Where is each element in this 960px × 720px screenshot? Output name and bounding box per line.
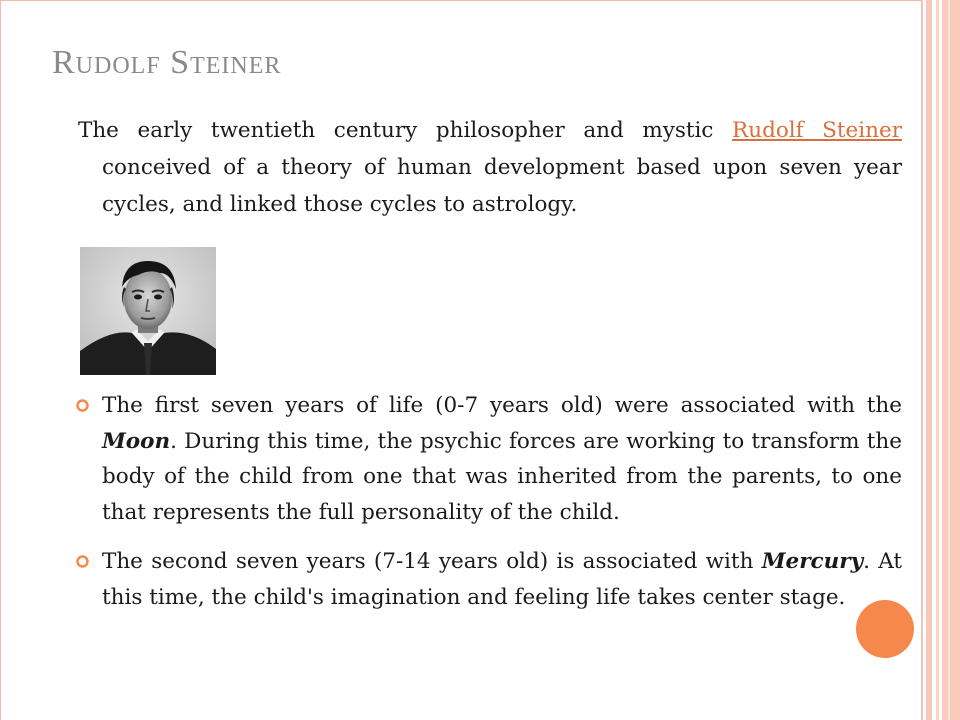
decorative-stripe	[921, 0, 923, 720]
bullet-text-before: The second seven years (7-14 years old) is associated with	[102, 549, 762, 574]
slide-title: Rudolf Steiner	[52, 44, 282, 81]
ring-bullet-icon	[76, 555, 89, 568]
intro-paragraph	[78, 112, 902, 223]
decorative-stripe	[942, 0, 960, 720]
ring-bullet-icon	[76, 399, 89, 412]
list-item	[76, 388, 902, 530]
bullet-text-after: . At this time, the child's imagination and feeling life takes center stage.	[102, 549, 902, 610]
bullet-emphasis: Moon	[102, 428, 171, 454]
bullet-emphasis: Mercury	[761, 549, 864, 574]
decorative-stripe	[948, 0, 950, 720]
intro-text-after: conceived of a theory of human development based upon seven year cycles, and linked those cycles to astrology.	[102, 155, 902, 217]
rudolf-steiner-link[interactable]: Rudolf Steiner	[732, 118, 902, 143]
list-item	[76, 544, 902, 615]
bullet-text-after: . During this time, the psychic forces are working to transform the body of the child from one that was inherited from the parents, to one that represents the full personality of the child.	[102, 428, 902, 525]
decorative-orange-circle	[856, 600, 914, 658]
decorative-stripe	[926, 0, 932, 720]
portrait-photo	[80, 247, 216, 375]
bullet-list	[76, 388, 902, 629]
decorative-stripe	[936, 0, 939, 720]
portrait-image	[80, 247, 216, 375]
bullet-text-before: The first seven years of life (0-7 years old) were associated with the	[102, 393, 902, 418]
intro-text-before: The early twentieth century philosopher and mystic	[78, 118, 733, 143]
